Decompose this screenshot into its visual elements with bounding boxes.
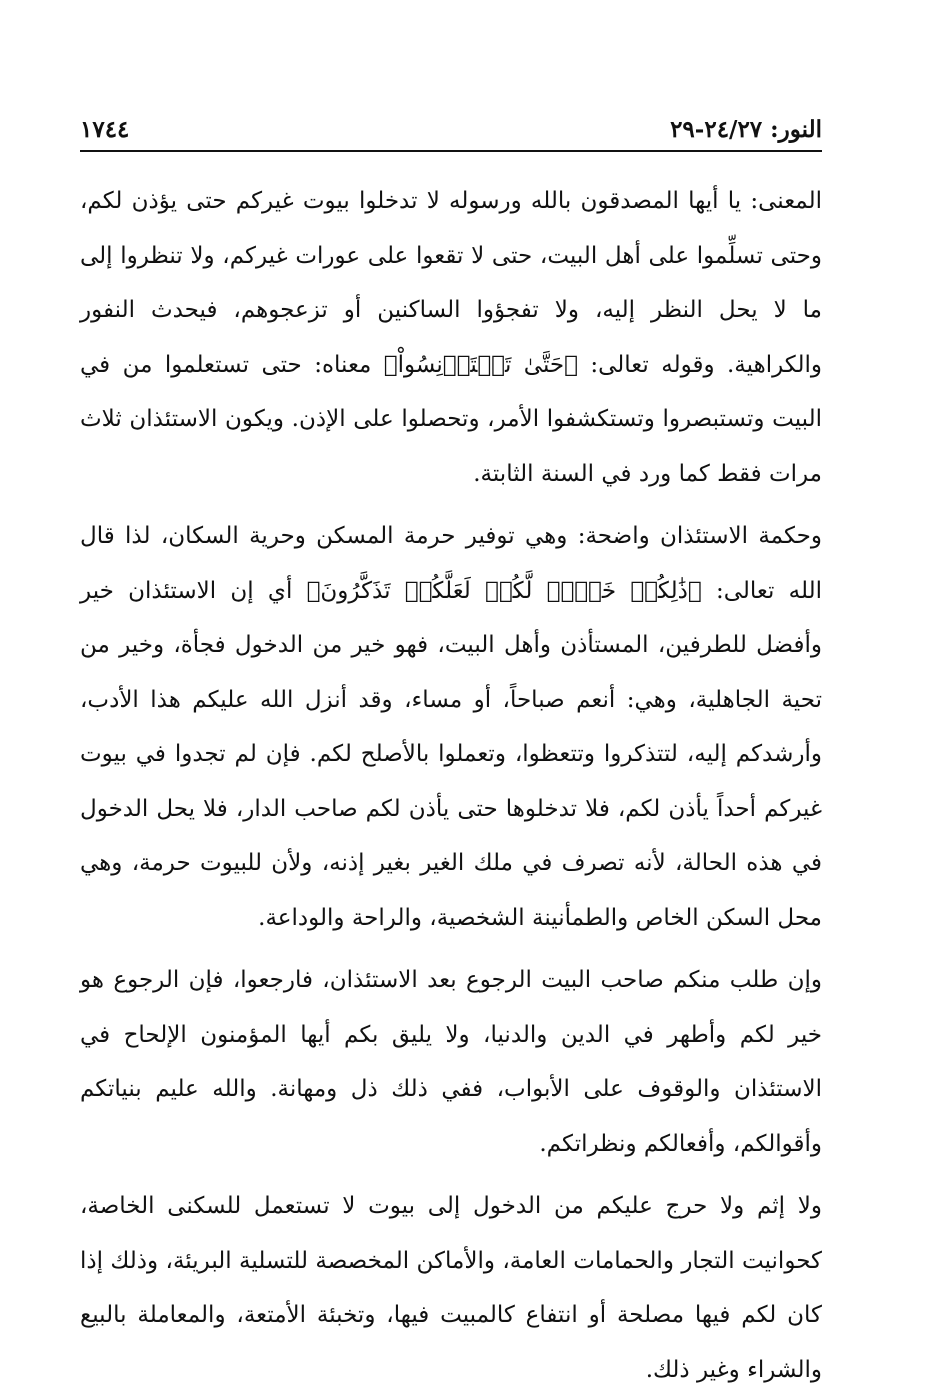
paragraph-return: وإن طلب منكم صاحب البيت الرجوع بعد الاستئذان، فارجعوا، فإن الرجوع هو خير لكم وأطهر في الدين والدنيا، ولا يليق بكم أيها المؤمنون الإلحاح في الاستئذان والوقوف على الأبواب، ففي ذلك ذل ومهانة. والله عليم بنياتكم وأقوالكم، وأفعالكم ونظراتكم. — [80, 967, 822, 1157]
paragraph-wisdom: وحكمة الاستئذان واضحة: وهي توفير حرمة المسكن وحرية السكان، لذا قال الله تعالى: ﴿ذَٰلِكُمۡ خَيۡرٞ لَّكُمۡ لَعَلَّكُمۡ تَذَكَّرُونَ﴾ أي إن الاستئذان خير وأفضل للطرفين، المستأذن وأهل البيت، فهو خير من الدخول فجأة، وخير من تحية الجاهلية، وهي: أنعم صباحاً، أو مساء، وقد أنزل الله عليكم هذا الأدب، وأرشدكم إليه، لتتذكروا وتتعظوا، وتعملوا بالأصلح لكم. فإن لم تجدوا في بيوت غيركم أحداً يأذن لكم، فلا تدخلوها حتى يأذن لكم صاحب الدار، فلا يحل الدخول في هذه الحالة، لأنه تصرف في ملك الغير بغير إذنه، ولأن للبيوت حرمة، وهي محل السكن الخاص والطمأنينة الشخصية، والراحة والوداعة. — [80, 523, 822, 931]
header-rule — [80, 150, 822, 152]
page-number: ١٧٤٤ — [80, 116, 130, 143]
paragraph-meaning: المعنى: يا أيها المصدقون بالله ورسوله لا تدخلوا بيوت غيركم حتى يؤذن لكم، وحتى تسلِّموا على أهل البيت، حتى لا تقعوا على عورات غيركم، ولا تنظروا إلى ما لا يحل النظر إليه، ولا تفجؤوا الساكنين أو تزعجوهم، فيحدث النفور والكراهية. وقوله تعالى: ﴿حَتَّىٰ تَسۡتَأۡنِسُواْ﴾ معناه: حتى تستعلموا من في البيت وتستبصروا وتستكشفوا الأمر، وتحصلوا على الإذن. ويكون الاستئذان ثلاث مرات فقط كما ورد في السنة الثابتة. — [80, 188, 822, 487]
running-header — [80, 112, 822, 148]
paragraph-public-houses: ولا إثم ولا حرج عليكم من الدخول إلى بيوت لا تستعمل للسكنى الخاصة، كحوانيت التجار والحمامات العامة، والأماكن المخصصة للتسلية البريئة، وذلك إذا كان لكم فيها مصلحة أو انتفاع كالمبيت فيها، وتخبئة الأمتعة، والمعاملة بالبيع والشراء وغير ذلك. — [80, 1193, 822, 1383]
surah-reference: النور: ٢٤/٢٧-٢٩ — [670, 116, 822, 143]
book-page — [80, 112, 822, 1397]
body-text — [80, 174, 822, 1397]
